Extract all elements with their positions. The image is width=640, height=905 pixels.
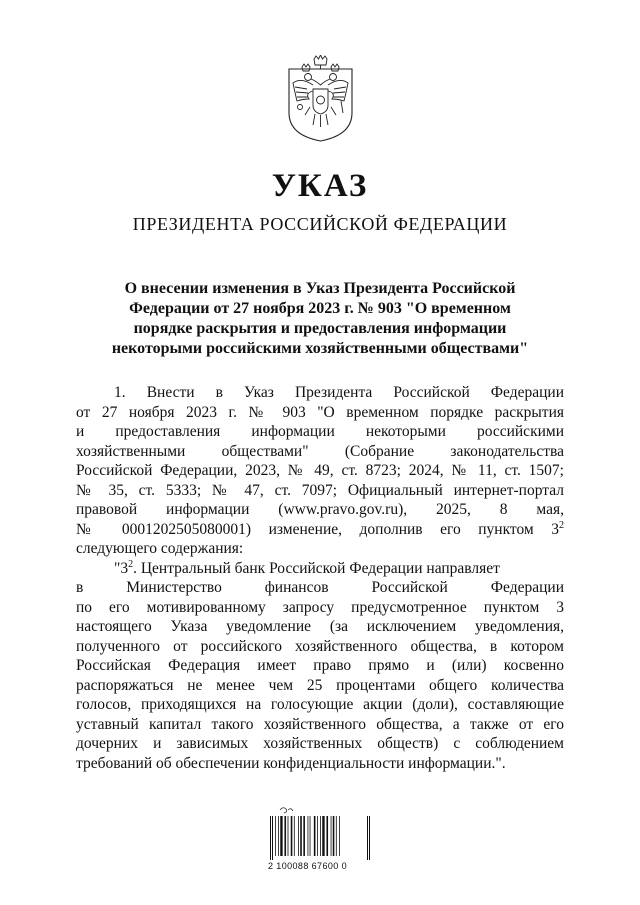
body-line: Российской Федерации, 2023, № 49, ст. 8723; 2024, № 11, ст. 1507; <box>76 462 564 479</box>
body-line-with-superscript <box>76 559 564 579</box>
decree-heading <box>100 279 540 359</box>
body-line: 1. Внести в Указ Президента Российской Федерации <box>114 384 564 401</box>
barcode-graphic <box>270 806 370 860</box>
superscript: 2 <box>559 519 564 531</box>
body-line: распоряжаться не менее чем 25 процентами общего количества <box>76 676 564 694</box>
barcode-stripe <box>317 816 318 856</box>
barcode-stripe <box>278 816 279 856</box>
document-subtitle: ПРЕЗИДЕНТА РОССИЙСКОЙ ФЕДЕРАЦИИ <box>132 214 508 234</box>
body-line: правовой информации (www.pravo.gov.ru), 2025, 8 мая, <box>76 501 564 518</box>
barcode-stripe <box>298 816 299 856</box>
body-line-text: № 0001202505080001) изменение, дополнив его пунктом 3 <box>76 520 559 538</box>
body-line: № 35, ст. 5333; № 47, ст. 7097; Официальный интернет-портал <box>76 481 564 499</box>
barcode <box>270 806 370 860</box>
heading-line: некоторыми российскими хозяйственными обществами" <box>111 340 529 357</box>
body-line: Российская Федерация имеет право прямо и (или) косвенно <box>76 657 564 674</box>
body-line: по его мотивированному запросу предусмотренное пунктом 3 <box>76 598 564 616</box>
decree-body <box>76 383 564 773</box>
document-title: УКАЗ <box>271 168 369 204</box>
barcode-stripe <box>339 816 340 856</box>
body-line: требований об обеспечении конфиденциальности информации.". <box>76 754 506 772</box>
body-line: настоящего Указа уведомление (за исключением уведомления, <box>76 618 564 635</box>
barcode-stripe <box>288 816 289 856</box>
heading-line: О внесении изменения в Указ Президента Российской <box>124 280 516 297</box>
barcode-stripe <box>300 816 302 856</box>
body-line: дочерних и зависимых хозяйственных обществ) с соблюдением <box>76 735 564 752</box>
barcode-stripe <box>322 816 324 856</box>
body-line: уставный капитал такого хозяйственного общества, а также от его <box>76 715 564 733</box>
heading-line: порядке раскрытия и предоставления информации <box>133 320 507 337</box>
barcode-stripe <box>314 816 316 856</box>
body-line: следующего содержания: <box>76 540 244 557</box>
barcode-stripe <box>320 816 321 856</box>
barcode-stripe <box>284 816 286 856</box>
body-line: полученного от российского хозяйственного общества, в котором <box>76 637 564 655</box>
superscript: 2 <box>128 558 134 570</box>
body-line-text: . Центральный банк Российской Федерации направляет <box>133 559 500 577</box>
barcode-stripe <box>331 816 332 856</box>
barcode-stripe <box>275 816 276 856</box>
barcode-stripe <box>303 816 305 856</box>
barcode-stripe <box>336 816 337 856</box>
barcode-stripe <box>310 816 311 856</box>
barcode-stripe <box>333 816 335 856</box>
body-line-with-superscript <box>76 520 564 540</box>
body-line: голосов, приходящихся на голосующие акции (доли), составляющие <box>76 696 564 713</box>
body-line: хозяйственными обществами" (Собрание законодательства <box>76 442 564 460</box>
barcode-stripe <box>308 816 309 856</box>
barcode-stripe <box>280 816 282 856</box>
barcode-number: 2 100088 67600 0 <box>268 861 347 871</box>
heading-line: Федерации от 27 ноября 2023 г. № 903 "О временном <box>129 300 511 317</box>
body-line: и предоставления информации некоторыми российскими <box>76 423 564 440</box>
body-line: в Министерство финансов Российской Федерации <box>76 579 564 596</box>
paragraph-2 <box>76 559 564 774</box>
body-line-text: "3 <box>114 559 129 577</box>
barcode-stripe <box>291 816 293 856</box>
barcode-stripe <box>326 816 328 856</box>
paragraph-1 <box>76 383 564 559</box>
barcode-stripe <box>294 816 295 856</box>
body-line: от 27 ноября 2023 г. № 903 "О временном порядке раскрытия <box>76 403 564 421</box>
coat-of-arms-emblem <box>283 55 358 143</box>
